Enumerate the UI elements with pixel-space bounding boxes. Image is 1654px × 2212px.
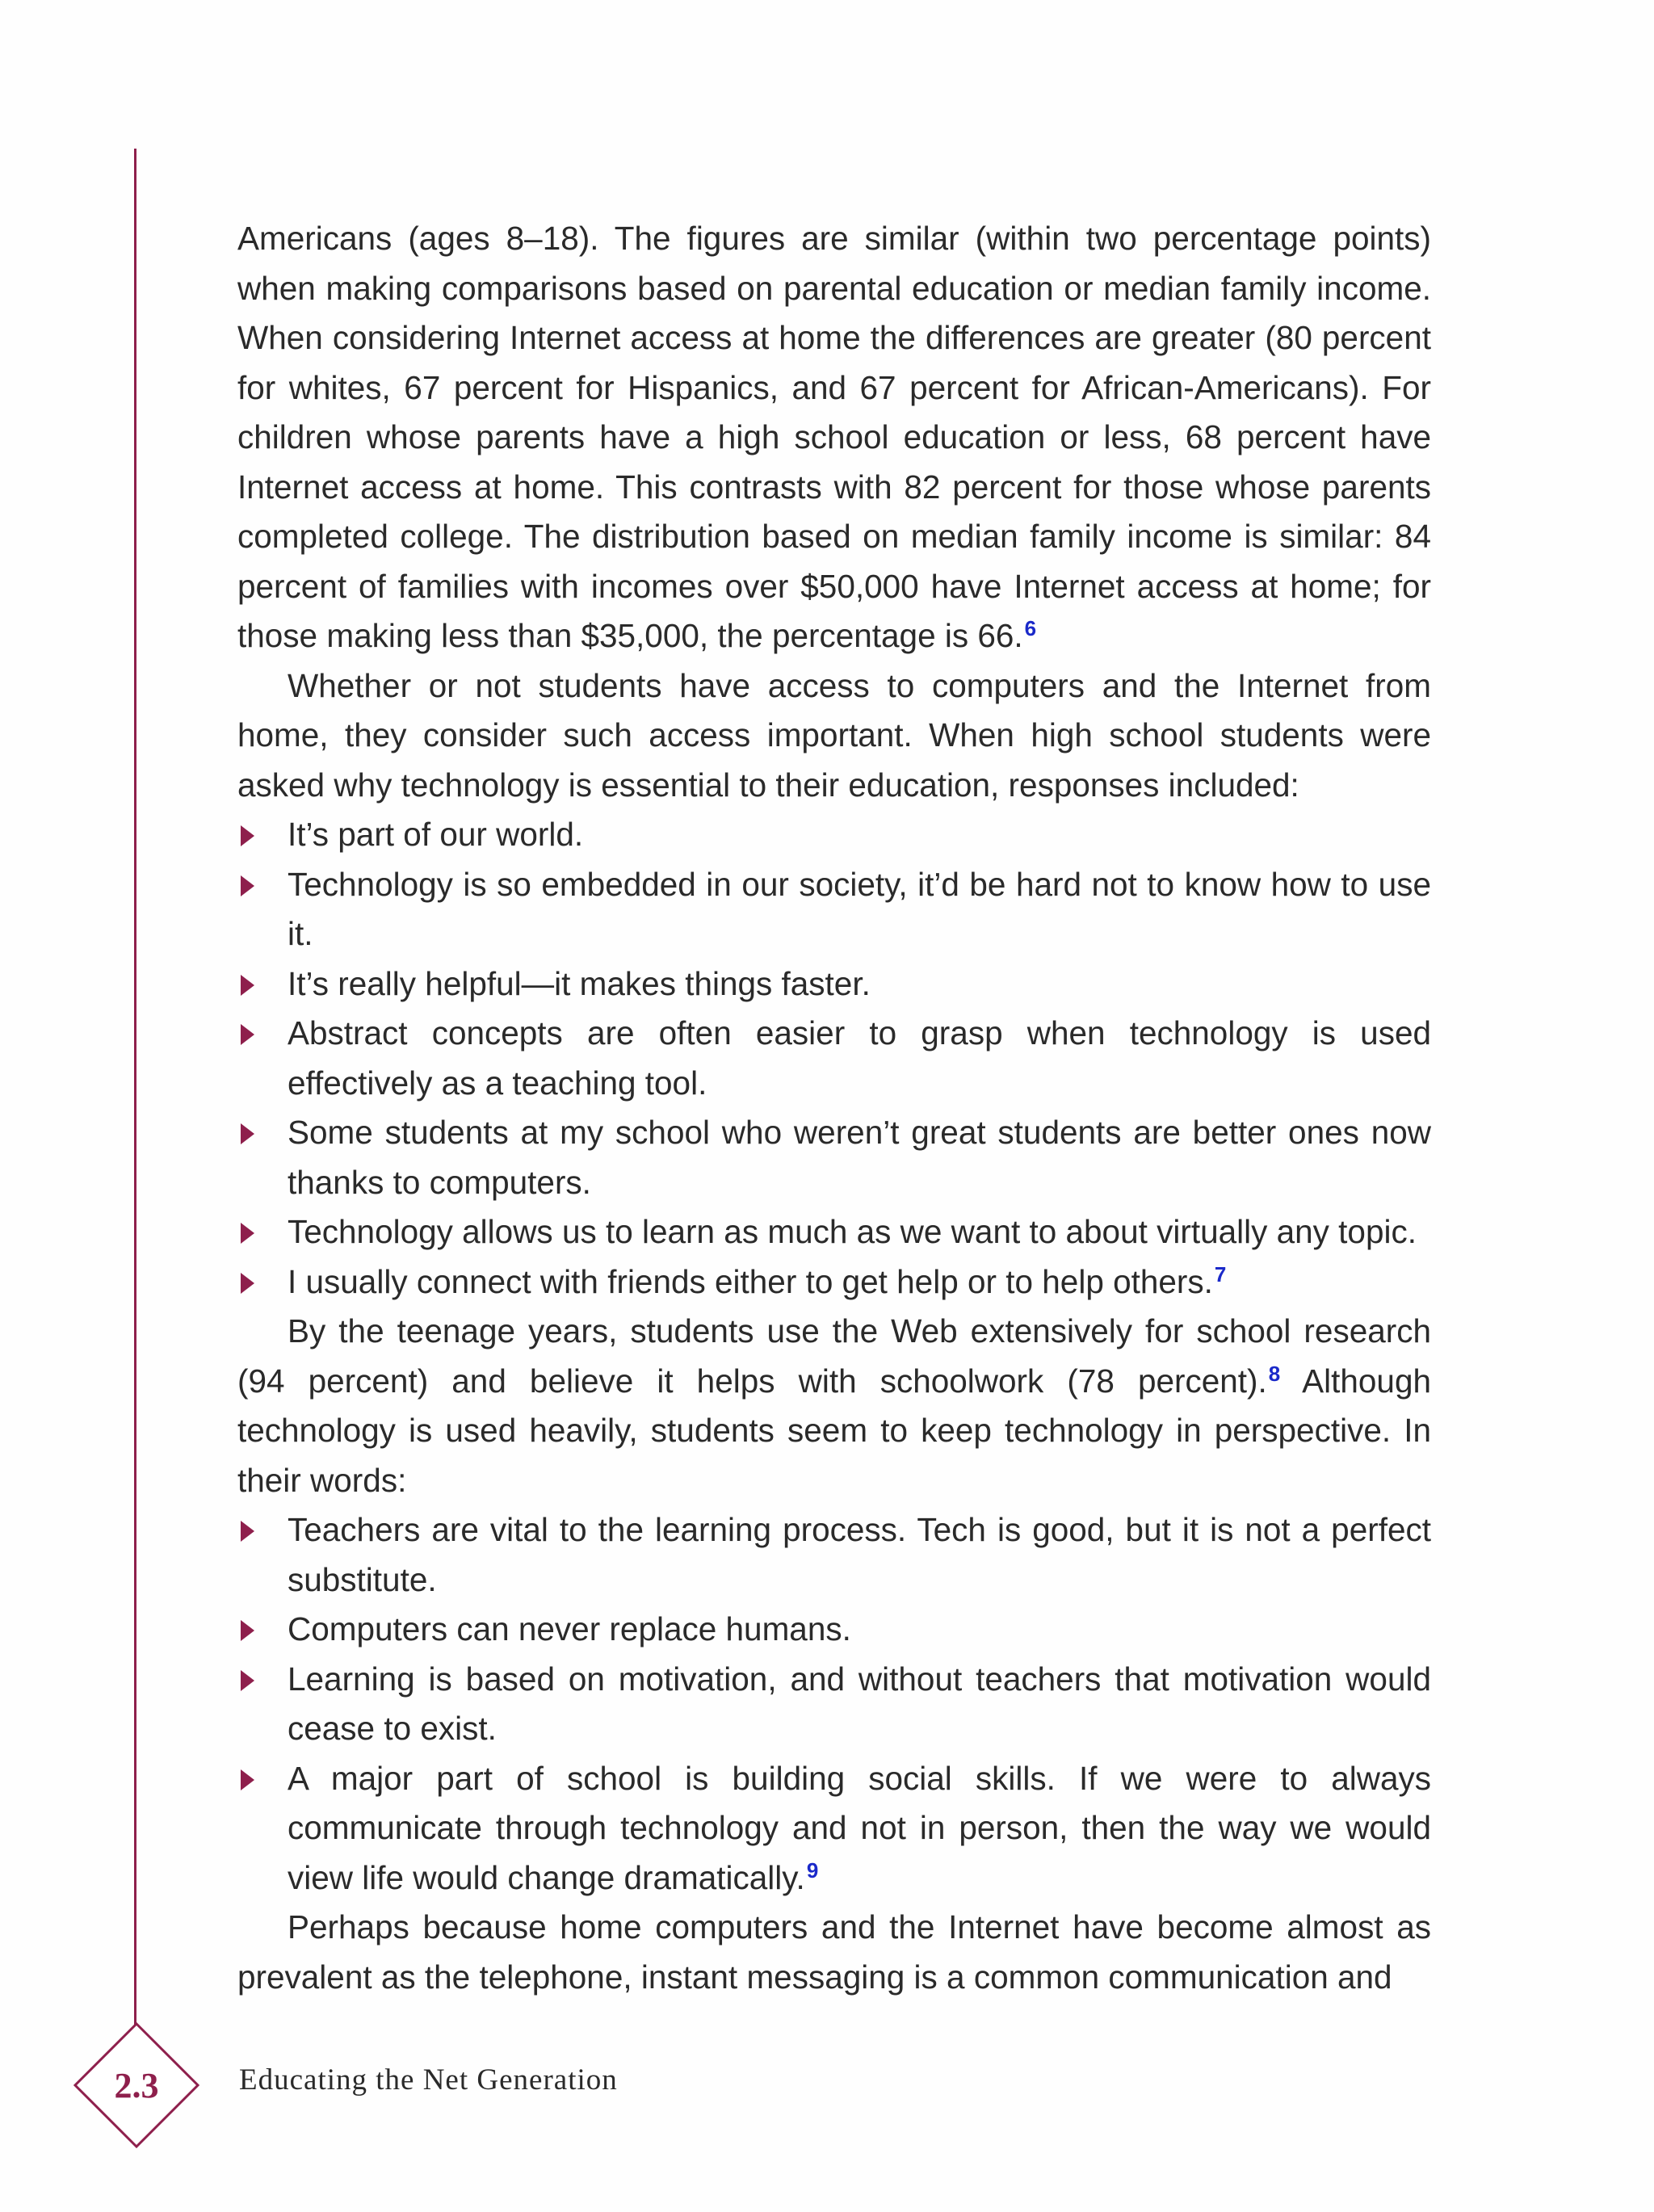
list-item: It’s part of our world. xyxy=(237,810,1431,860)
paragraph-4: Perhaps because home computers and the Internet have become almost as prevalent as the telephone, instant messaging is a common communication and xyxy=(237,1908,1431,1996)
page-body xyxy=(237,214,1431,2002)
triangle-bullet-icon xyxy=(241,1521,254,1542)
paragraph-2: Whether or not students have access to computers and the Internet from home, they consider such access important. When high school students were asked why technology is essential to their education, responses included: xyxy=(237,666,1431,804)
triangle-bullet-icon xyxy=(241,825,254,846)
list-item: Learning is based on motivation, and without teachers that motivation would cease to exist. xyxy=(237,1655,1431,1754)
list-item: Abstract concepts are often easier to grasp when technology is used effectively as a teaching tool. xyxy=(237,1009,1431,1108)
list-item: Teachers are vital to the learning process. Tech is good, but it is not a perfect substitute. xyxy=(237,1505,1431,1605)
list-item: It’s really helpful—it makes things faster. xyxy=(237,959,1431,1009)
triangle-bullet-icon xyxy=(241,1273,254,1294)
student-words-list xyxy=(237,1505,1431,1903)
running-footer-title: Educating the Net Generation xyxy=(239,2063,618,2097)
page-number-badge xyxy=(73,2021,200,2149)
triangle-bullet-icon xyxy=(241,1123,254,1144)
triangle-bullet-icon xyxy=(241,1024,254,1045)
triangle-bullet-icon xyxy=(241,975,254,996)
list-item: Technology allows us to learn as much as we want to about virtually any topic. xyxy=(237,1207,1431,1257)
list-item: Technology is so embedded in our society, it’d be hard not to know how to use it. xyxy=(237,860,1431,959)
footnote-ref[interactable]: 8 xyxy=(1268,1361,1281,1386)
triangle-bullet-icon xyxy=(241,1769,254,1790)
paragraph-1: Americans (ages 8–18). The figures are similar (within two percentage points) when making comparisons based on parental education or median family income. When considering Internet access at home the differences are greater (80 percent for whites, 67 percent for Hispanics, and 67 percent for African-Americans). For children whose parents have a high school education or less, 68 percent have Internet access at home. This contrasts with 82 percent for those whose parents completed college. The distribution based on median family income is similar: 84 percent of families with incomes over $50,000 have Internet access at home; for those making less than $35,000, the percentage is 66.$^6$ xyxy=(237,220,1431,654)
student-responses-list xyxy=(237,810,1431,1307)
footnote-ref[interactable]: 6 xyxy=(1024,616,1037,640)
paragraph-3: By the teenage years, students use the Web extensively for school research (94 percent) and believe it helps with schoolwork (78 percent).$^8$ Although technology is used heavily, students seem to keep technology in perspective. In their words: xyxy=(237,1312,1431,1499)
list-item: I usually connect with friends either to get help or to help others.$^7$ xyxy=(237,1257,1431,1307)
triangle-bullet-icon xyxy=(241,1223,254,1244)
list-item: Computers can never replace humans. xyxy=(237,1605,1431,1655)
margin-rule xyxy=(134,149,136,2029)
footnote-ref[interactable]: 9 xyxy=(806,1857,819,1883)
footnote-ref[interactable]: 7 xyxy=(1214,1261,1227,1286)
list-item: Some students at my school who weren’t great students are better ones now thanks to computers. xyxy=(237,1108,1431,1207)
triangle-bullet-icon xyxy=(241,1670,254,1691)
triangle-bullet-icon xyxy=(241,1620,254,1641)
page-number: 2.3 xyxy=(114,2065,159,2105)
list-item: A major part of school is building social skills. If we were to always communicate through technology and not in person, then the way we would view life would change dramatically.$^9$ xyxy=(237,1754,1431,1903)
triangle-bullet-icon xyxy=(241,875,254,896)
